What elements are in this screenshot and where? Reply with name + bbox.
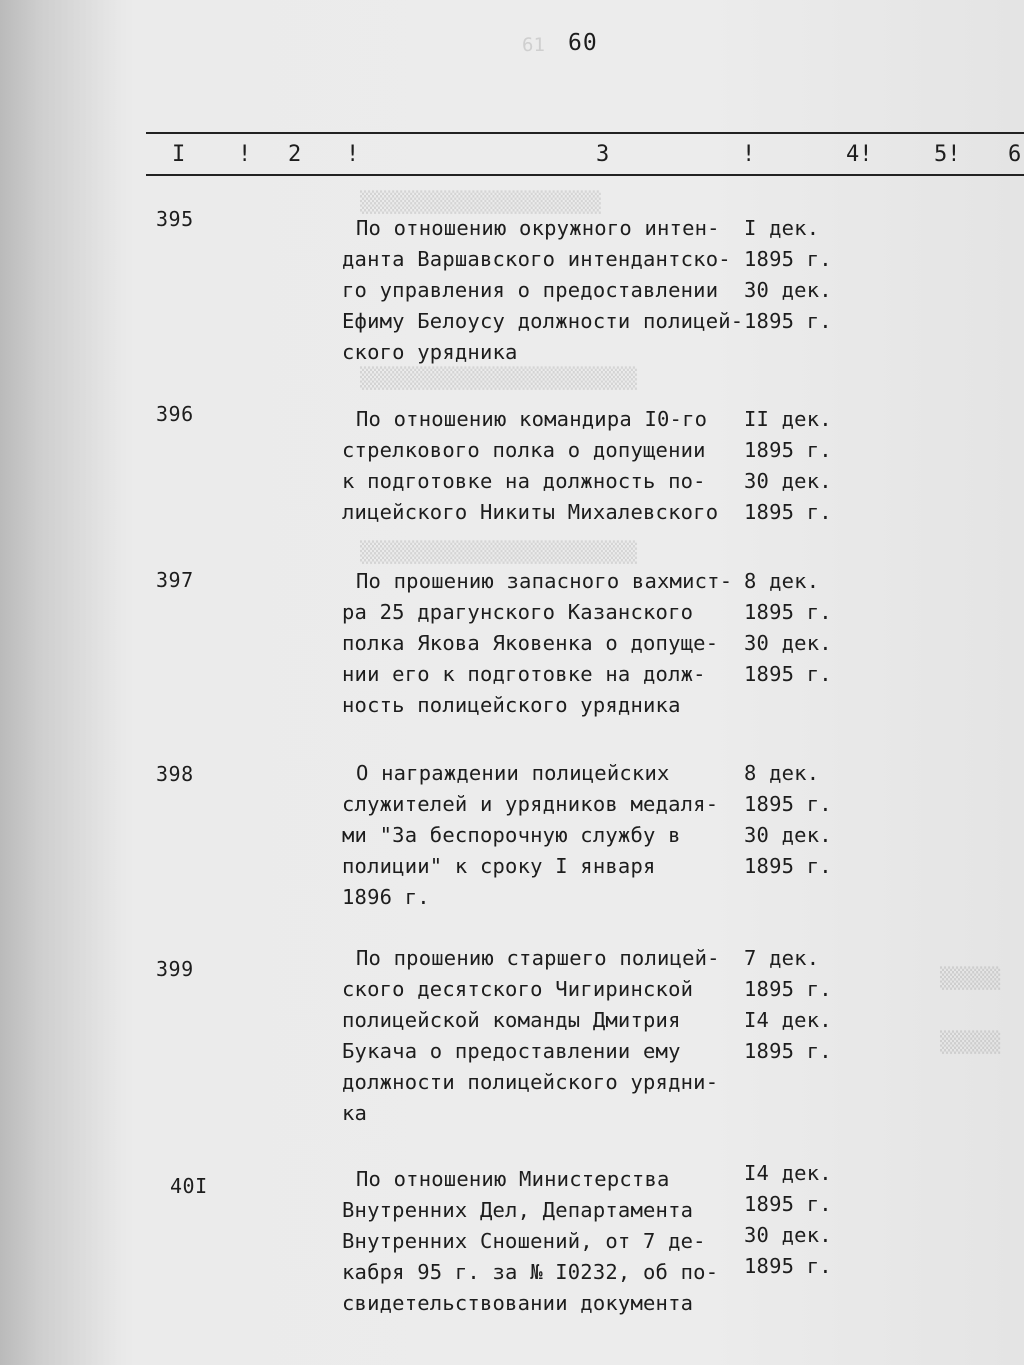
description-line: лицейского Никиты Михалевского <box>342 500 719 524</box>
header-col-5: 5! <box>934 142 961 167</box>
header-col-4: 4! <box>846 142 873 167</box>
description-line: Ефиму Белоусу должности полицей- <box>342 309 744 333</box>
description-line: По отношению командира I0-го <box>356 407 708 431</box>
date-line: 30 дек. <box>744 1223 832 1247</box>
entry-dates <box>744 758 884 882</box>
header-separator: ! <box>238 142 252 167</box>
entry-description <box>342 758 752 913</box>
entry-number: 399 <box>156 957 194 981</box>
date-line: 1895 г. <box>744 1192 832 1216</box>
description-line: ми "За беспорочную службу в <box>342 823 681 847</box>
description-line: По прошению старшего полицей- <box>356 946 720 970</box>
date-line: 30 дек. <box>744 823 832 847</box>
description-line: Внутренних Сношений, от 7 де- <box>342 1229 706 1253</box>
entry-number: 397 <box>156 568 194 592</box>
entry-number: 396 <box>156 402 194 426</box>
header-col-1: I <box>172 142 186 167</box>
description-line: ского урядника <box>342 340 518 364</box>
date-line: 1895 г. <box>744 1039 832 1063</box>
date-line: 1895 г. <box>744 247 832 271</box>
description-line: полицейской команды Дмитрия <box>342 1008 681 1032</box>
entry-number: 40I <box>170 1174 208 1198</box>
description-line: полка Якова Яковенка о допуще- <box>342 631 719 655</box>
description-line: По отношению окружного интен- <box>356 216 720 240</box>
entry-description <box>342 943 752 1129</box>
description-line: ность полицейского урядника <box>342 693 681 717</box>
date-line: 1895 г. <box>744 854 832 878</box>
date-line: 1895 г. <box>744 662 832 686</box>
entry-number: 395 <box>156 207 194 231</box>
description-line: данта Варшавского интендантско- <box>342 247 731 271</box>
entry-dates <box>744 213 884 337</box>
entry-dates <box>744 943 884 1067</box>
bleed-through: ▒▒▒▒▒ <box>940 966 1001 990</box>
table-header-rule <box>146 174 1024 176</box>
description-line: должности полицейского урядни- <box>342 1070 719 1094</box>
entry-number: 398 <box>156 762 194 786</box>
entry-dates <box>744 566 884 690</box>
date-line: 8 дек. <box>744 569 820 593</box>
description-line: полиции" к сроку I января <box>342 854 656 878</box>
header-col-6: 6 <box>1008 142 1022 167</box>
date-line: 30 дек. <box>744 278 832 302</box>
description-line: Внутренних Дел, Департамента <box>342 1198 694 1222</box>
description-line: О награждении полицейских <box>356 761 670 785</box>
date-line: I дек. <box>744 216 820 240</box>
date-line: 1895 г. <box>744 977 832 1001</box>
description-line: ского десятского Чигиринской <box>342 977 694 1001</box>
date-line: I4 дек. <box>744 1008 832 1032</box>
date-line: 1895 г. <box>744 500 832 524</box>
date-line: 30 дек. <box>744 469 832 493</box>
entry-dates <box>744 404 884 528</box>
entry-description <box>342 566 752 721</box>
description-line: кабря 95 г. за № I0232, об по- <box>342 1260 719 1284</box>
entry-description <box>342 213 752 368</box>
date-line: 1895 г. <box>744 438 832 462</box>
date-line: 1895 г. <box>744 309 832 333</box>
page-number: 60 <box>568 30 598 56</box>
header-separator: ! <box>346 142 360 167</box>
header-separator: ! <box>742 142 756 167</box>
description-line: служителей и урядников медаля- <box>342 792 719 816</box>
description-line: к подготовке на должность по- <box>342 469 706 493</box>
bleed-through: ▒▒▒▒▒ <box>940 1030 1001 1054</box>
date-line: 8 дек. <box>744 761 820 785</box>
description-line: свидетельствовании документа <box>342 1291 694 1315</box>
table-top-rule <box>146 132 1024 134</box>
date-line: II дек. <box>744 407 832 431</box>
header-col-2: 2 <box>288 142 302 167</box>
date-line: 1895 г. <box>744 600 832 624</box>
date-line: 1895 г. <box>744 792 832 816</box>
date-line: I4 дек. <box>744 1161 832 1185</box>
description-line: ра 25 драгунского Казанского <box>342 600 694 624</box>
description-line: 1896 г. <box>342 885 430 909</box>
date-line: 1895 г. <box>744 1254 832 1278</box>
description-line: го управления о предоставлении <box>342 278 719 302</box>
entry-description <box>342 1164 752 1319</box>
header-col-3: 3 <box>596 142 610 167</box>
entry-dates <box>744 1158 884 1282</box>
bleed-through: ▒▒▒▒▒▒▒▒▒▒▒▒▒▒▒▒▒▒▒▒▒▒▒ <box>360 366 637 390</box>
description-line: По прошению запасного вахмист- <box>356 569 733 593</box>
bleed-through: ▒▒▒▒▒▒▒▒▒▒▒▒▒▒▒▒▒▒▒▒▒▒▒ <box>360 540 637 564</box>
date-line: 30 дек. <box>744 631 832 655</box>
description-line: По отношению Министерства <box>356 1167 670 1191</box>
bleed-through: ▒▒▒▒▒▒▒▒▒▒▒▒▒▒▒▒▒▒▒▒ <box>360 190 601 214</box>
description-line: нии его к подготовке на долж- <box>342 662 706 686</box>
description-line: ка <box>342 1101 368 1125</box>
date-line: 7 дек. <box>744 946 820 970</box>
entry-description <box>342 404 752 528</box>
description-line: Букача о предоставлении ему <box>342 1039 681 1063</box>
ghost-page-number: 61 <box>522 34 545 56</box>
binding-gutter <box>0 0 135 1365</box>
description-line: стрелкового полка о допущении <box>342 438 706 462</box>
